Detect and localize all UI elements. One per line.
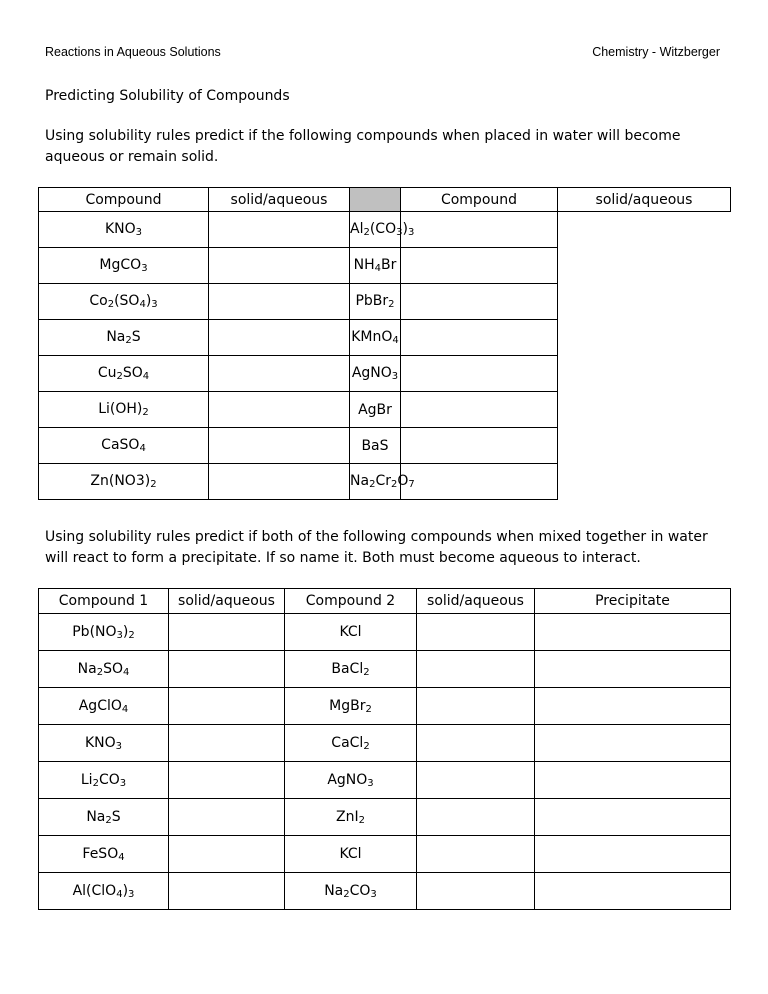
formula-subscript: 2	[365, 703, 372, 715]
state2-header: solid/aqueous	[417, 589, 535, 614]
table-row	[39, 428, 731, 464]
formula-subscript: 4	[392, 335, 399, 346]
table-row	[39, 651, 731, 688]
compound-cell-right	[350, 356, 401, 392]
formula-text: Na	[350, 473, 370, 489]
formula-subscript: 4	[116, 888, 123, 900]
answer-cell-left[interactable]	[209, 320, 350, 356]
formula-subscript: 3	[367, 777, 374, 789]
formula-text: ZnI	[336, 808, 359, 825]
formula-text: Br	[381, 257, 397, 273]
formula-text: Cr	[375, 473, 391, 489]
table-row	[39, 725, 731, 762]
precipitate-answer-cell[interactable]	[535, 725, 731, 762]
table-row	[39, 836, 731, 873]
state2-answer-cell[interactable]	[417, 688, 535, 725]
formula-text: BaS	[361, 437, 389, 454]
formula-text: CaCl	[331, 734, 364, 751]
precipitate-answer-cell[interactable]	[535, 688, 731, 725]
header-row	[39, 589, 731, 614]
compound1-cell	[39, 836, 169, 873]
formula-text: AgClO	[78, 697, 122, 714]
answer-cell-left[interactable]	[209, 284, 350, 320]
formula-subscript: 7	[408, 479, 415, 490]
table-row	[39, 212, 731, 248]
compound-cell-left	[39, 356, 209, 392]
compound1-cell	[39, 614, 169, 651]
formula-subscript: 2	[116, 371, 123, 382]
compound2-cell	[285, 688, 417, 725]
header-row	[39, 188, 731, 212]
formula-text: Co	[89, 293, 108, 309]
table-row	[39, 284, 731, 320]
formula-text: O	[397, 473, 409, 489]
compound2-header: Compound 2	[285, 589, 417, 614]
state1-answer-cell[interactable]	[169, 873, 285, 910]
formula-text: Al(ClO	[72, 882, 117, 899]
state2-answer-cell[interactable]	[417, 725, 535, 762]
compound1-cell	[39, 762, 169, 799]
formula-text: NH	[353, 257, 375, 273]
compound1-cell	[39, 725, 169, 762]
state2-answer-cell[interactable]	[417, 651, 535, 688]
formula-text: SO	[122, 365, 143, 381]
compound2-cell	[285, 762, 417, 799]
header-left: Reactions in Aqueous Solutions	[45, 45, 221, 59]
precipitate-answer-cell[interactable]	[535, 873, 731, 910]
formula-subscript: 4	[118, 851, 125, 863]
formula-subscript: 2	[92, 777, 99, 789]
table-row	[39, 464, 731, 500]
formula-text: Na	[324, 882, 344, 899]
formula-subscript: 3	[116, 629, 123, 641]
formula-subscript: 2	[358, 814, 365, 826]
formula-text: S	[131, 329, 141, 345]
table-row	[39, 873, 731, 910]
table-row	[39, 320, 731, 356]
formula-subscript: 4	[122, 666, 130, 678]
formula-subscript: 2	[390, 479, 398, 490]
compound-cell-left	[39, 320, 209, 356]
solubility-table	[38, 187, 731, 500]
formula-text: S	[111, 808, 121, 825]
compound1-cell	[39, 873, 169, 910]
state2-answer-cell[interactable]	[417, 873, 535, 910]
state1-answer-cell[interactable]	[169, 836, 285, 873]
formula-text: Al	[350, 221, 364, 237]
formula-text: )	[145, 293, 152, 309]
formula-text: Li	[80, 771, 93, 788]
state1-header: solid/aqueous	[169, 589, 285, 614]
formula-subscript: 3	[391, 371, 399, 382]
precipitate-answer-cell[interactable]	[535, 836, 731, 873]
formula-text: CaSO	[101, 437, 140, 453]
formula-text: )	[402, 221, 408, 237]
formula-text: FeSO	[82, 845, 119, 862]
formula-subscript: 4	[142, 371, 150, 382]
gray-divider	[350, 188, 401, 212]
formula-text: N	[114, 221, 125, 237]
answer-cell-left[interactable]	[209, 248, 350, 284]
formula-subscript: 3	[128, 888, 135, 900]
compound2-cell	[285, 725, 417, 762]
answer-cell-left[interactable]	[209, 212, 350, 248]
formula-subscript: 3	[396, 227, 403, 238]
section1-instructions: Using solubility rules predict if the following compounds when placed in water will become aqueous or remain solid.	[45, 128, 681, 165]
formula-subscript: 4	[121, 703, 129, 715]
formula-text: CO	[349, 882, 371, 899]
formula-subscript: 2	[343, 888, 350, 900]
state1-answer-cell[interactable]	[169, 688, 285, 725]
formula-subscript: 2	[363, 666, 370, 678]
compound-cell-right	[350, 392, 401, 428]
formula-text: KMnO	[351, 329, 393, 345]
header-right: Chemistry - Witzberger	[592, 45, 720, 59]
formula-subscript: 3	[407, 227, 415, 238]
formula-subscript: 2	[150, 479, 157, 490]
formula-text: AgBr	[358, 401, 392, 418]
compound2-cell	[285, 836, 417, 873]
formula-subscript: 2	[125, 335, 132, 346]
answer-cell-right[interactable]	[401, 284, 558, 320]
compound-cell-right	[350, 464, 415, 500]
formula-text: Cu	[97, 365, 117, 381]
compound-cell-right	[350, 212, 415, 248]
formula-text: KNO	[84, 734, 116, 751]
state1-answer-cell[interactable]	[169, 799, 285, 836]
compound2-cell	[285, 651, 417, 688]
precipitate-answer-cell[interactable]	[535, 799, 731, 836]
compound-cell-right	[350, 428, 401, 464]
formula-text: PbBr	[355, 293, 389, 309]
formula-subscript: 4	[374, 263, 381, 274]
formula-text: K	[104, 221, 115, 237]
precipitate-table	[38, 588, 731, 910]
answer-cell-left[interactable]	[209, 392, 350, 428]
formula-subscript: 2	[369, 479, 376, 490]
compound-cell-left	[39, 248, 209, 284]
compound2-cell	[285, 873, 417, 910]
state2-answer-cell[interactable]	[417, 762, 535, 799]
state1-answer-cell[interactable]	[169, 651, 285, 688]
table-row	[39, 688, 731, 725]
formula-subscript: 3	[115, 740, 123, 752]
compound-cell-left	[39, 428, 209, 464]
state1-answer-cell[interactable]	[169, 725, 285, 762]
compound1-header: Compound 1	[39, 589, 169, 614]
formula-text: (SO	[114, 293, 140, 309]
formula-subscript: 3	[119, 777, 127, 789]
compound2-cell	[285, 614, 417, 651]
formula-subscript: 3	[135, 227, 143, 238]
compound-cell-right	[350, 284, 401, 320]
table-row	[39, 392, 731, 428]
answer-cell-right[interactable]	[401, 464, 558, 500]
formula-text: (CO	[369, 221, 397, 237]
answer-cell-right[interactable]	[401, 212, 558, 248]
precipitate-answer-cell[interactable]	[535, 614, 731, 651]
state-header-right: solid/aqueous	[558, 188, 731, 212]
answer-cell-right[interactable]	[401, 320, 558, 356]
formula-text: KCl	[339, 624, 362, 640]
formula-subscript: 2	[363, 740, 370, 752]
compound-cell-left	[39, 392, 209, 428]
formula-text: )	[122, 623, 129, 640]
formula-subscript: 2	[388, 299, 395, 310]
formula-text: AgNO	[327, 771, 368, 788]
state2-answer-cell[interactable]	[417, 614, 535, 651]
compound-cell-left	[39, 212, 209, 248]
compound-cell-left	[39, 464, 209, 500]
formula-text: Na	[86, 808, 106, 825]
state-header-left: solid/aqueous	[209, 188, 350, 212]
formula-subscript: 3	[141, 263, 148, 274]
compound-cell-right	[350, 320, 401, 356]
compound-header-right: Compound	[401, 188, 558, 212]
precipitate-answer-cell[interactable]	[535, 762, 731, 799]
table-row	[39, 614, 731, 651]
answer-cell-right[interactable]	[401, 428, 558, 464]
compound1-cell	[39, 688, 169, 725]
compound-header-left: Compound	[39, 188, 209, 212]
table-row	[39, 762, 731, 799]
table-row	[39, 248, 731, 284]
answer-cell-left[interactable]	[209, 464, 350, 500]
formula-text: AgNO	[351, 365, 392, 381]
formula-text: Li(OH)	[98, 401, 143, 417]
answer-cell-right[interactable]	[401, 392, 558, 428]
formula-subscript: 2	[105, 814, 112, 826]
formula-subscript: 4	[139, 443, 146, 454]
formula-subscript: 2	[128, 629, 135, 641]
table-row	[39, 356, 731, 392]
state1-answer-cell[interactable]	[169, 614, 285, 651]
compound1-cell	[39, 651, 169, 688]
compound1-cell	[39, 799, 169, 836]
formula-text: O	[124, 221, 136, 237]
formula-text: CO	[98, 771, 120, 788]
formula-text: Zn(NO3)	[90, 473, 151, 489]
formula-text: KCl	[339, 846, 362, 862]
state2-answer-cell[interactable]	[417, 799, 535, 836]
formula-text: Na	[77, 660, 97, 677]
compound-cell-left	[39, 284, 209, 320]
formula-subscript: 2	[142, 407, 149, 418]
formula-subscript: 4	[139, 299, 146, 310]
table-row	[39, 799, 731, 836]
formula-text: MgCO	[99, 257, 142, 273]
formula-subscript: 3	[151, 299, 158, 310]
formula-subscript: 2	[96, 666, 104, 678]
formula-subscript: 3	[370, 888, 377, 900]
compound2-cell	[285, 799, 417, 836]
formula-subscript: 2	[363, 227, 370, 238]
answer-cell-right[interactable]	[401, 248, 558, 284]
answer-cell-left[interactable]	[209, 428, 350, 464]
precipitate-answer-cell[interactable]	[535, 651, 731, 688]
compound-cell-right	[350, 248, 401, 284]
formula-text: MgBr	[329, 697, 366, 714]
formula-text: Pb(NO	[72, 623, 117, 640]
formula-text: )	[122, 882, 129, 899]
formula-subscript: 2	[107, 299, 115, 310]
state1-answer-cell[interactable]	[169, 762, 285, 799]
page-title: Predicting Solubility of Compounds	[45, 88, 290, 104]
state2-answer-cell[interactable]	[417, 836, 535, 873]
answer-cell-left[interactable]	[209, 356, 350, 392]
section2-instructions: Using solubility rules predict if both of the following compounds when mixed together in water will react to form a precipitate. If so name it. Both must become aqueous to interact.	[45, 529, 708, 566]
formula-text: Na	[106, 329, 126, 345]
formula-text: BaCl	[331, 660, 364, 677]
answer-cell-right[interactable]	[401, 356, 558, 392]
formula-text: SO	[103, 660, 123, 677]
precipitate-header: Precipitate	[535, 589, 731, 614]
